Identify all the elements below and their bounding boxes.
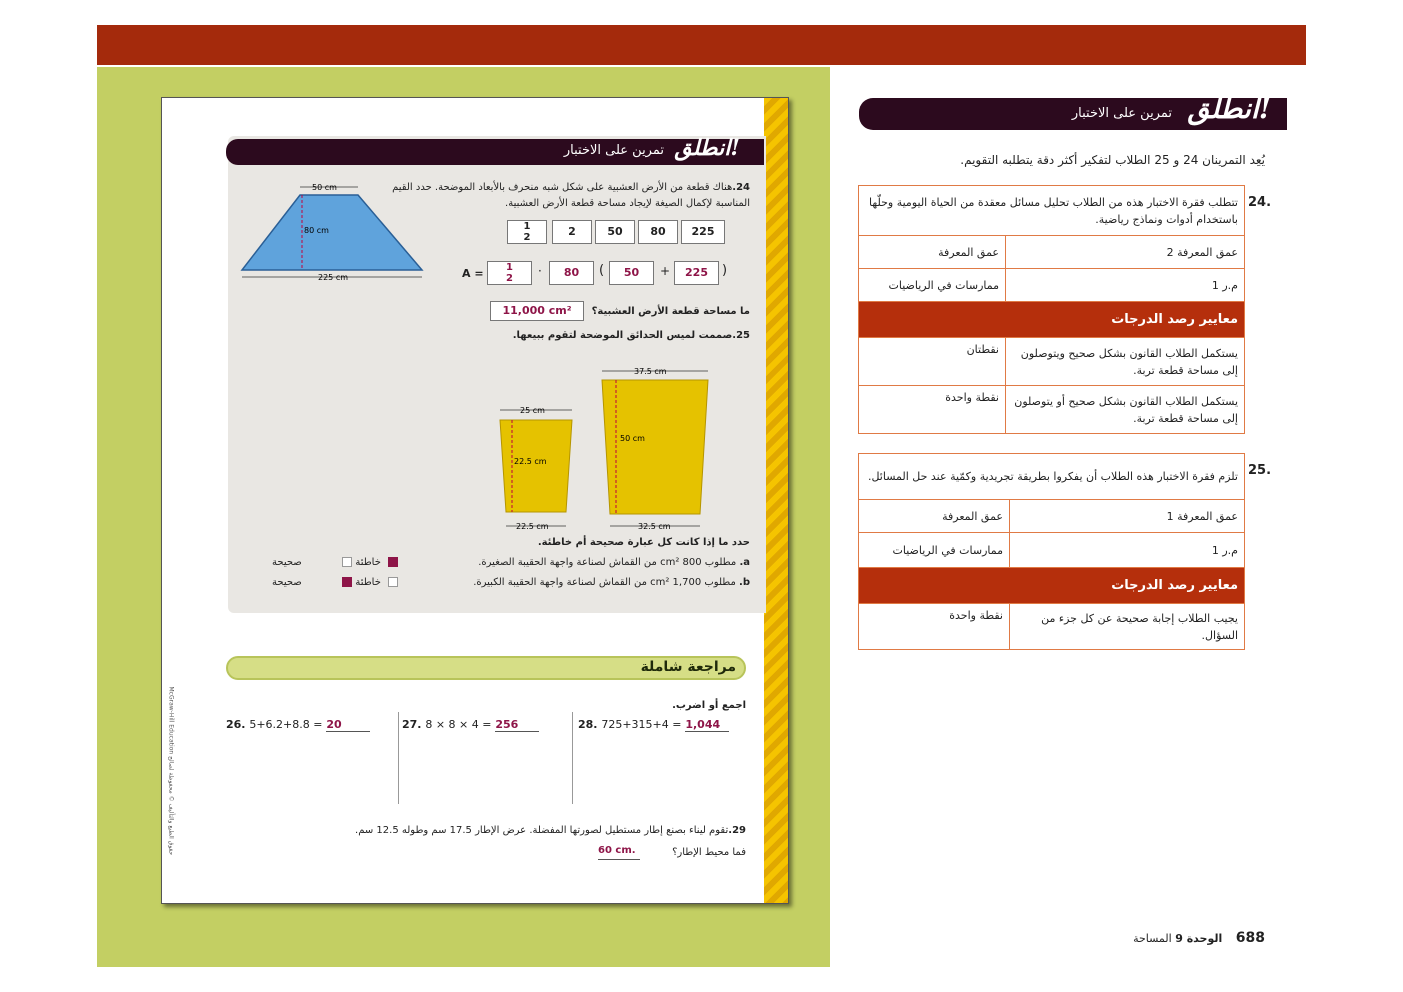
b-true-checkbox[interactable] bbox=[388, 577, 398, 587]
trapezoid-shape bbox=[242, 195, 422, 270]
review-title: مراجعة شاملة bbox=[640, 659, 736, 675]
test-practice-band bbox=[226, 135, 764, 165]
q24-line2: المناسبة لإكمال الصيغة لإيجاد مساحة قطعة الأرض العشبية. bbox=[505, 198, 750, 209]
formula-slot-225[interactable]: 225 bbox=[674, 261, 719, 285]
choice-50[interactable]: 50 bbox=[595, 220, 635, 244]
q29-number: 29. bbox=[728, 825, 746, 836]
small-top-label: 25 cm bbox=[520, 406, 545, 415]
choice-225[interactable]: 225 bbox=[681, 220, 725, 244]
trapezoid-figure bbox=[234, 178, 434, 288]
q25-number: 25. bbox=[732, 330, 750, 341]
problem-27 bbox=[402, 718, 539, 732]
trap-bottom-label: 225 cm bbox=[318, 273, 349, 282]
choice-half[interactable] bbox=[507, 220, 547, 244]
t24-dok-value: عمق المعرفة 2 bbox=[1006, 236, 1245, 269]
yellow-stripe bbox=[764, 98, 788, 903]
q29-question: فما محيط الإطار؟ bbox=[672, 847, 746, 858]
p27-answer[interactable]: 256 bbox=[495, 718, 539, 732]
unit-label: الوحدة 9 bbox=[1175, 932, 1223, 945]
t24-dok-label: عمق المعرفة bbox=[859, 236, 1006, 269]
review-instruction: اجمع أو اضرب. bbox=[672, 700, 746, 711]
page-number: 688 bbox=[1235, 930, 1265, 946]
t24-mp-label: ممارسات في الرياضيات bbox=[859, 269, 1006, 302]
small-bag bbox=[500, 420, 572, 512]
p28-answer[interactable]: 1,044 bbox=[685, 718, 729, 732]
choice-frac-den: 2 bbox=[523, 232, 531, 243]
statement-a bbox=[430, 555, 750, 571]
trap-height-label: 80 cm bbox=[304, 226, 329, 235]
p27-expr: 8 × 8 × 4 = bbox=[425, 718, 492, 731]
q24-line1: هناك قطعة من الأرض العشبية على شكل شبه منحرف بالأبعاد الموضحة. حدد القيم bbox=[392, 182, 733, 193]
formula-frac-num: 1 bbox=[506, 262, 513, 273]
statement-b-label: b. bbox=[739, 577, 750, 588]
p26-answer[interactable]: 20 bbox=[326, 718, 370, 732]
statement-b bbox=[430, 575, 750, 591]
t25-row1-points: نقطة واحدة bbox=[859, 604, 1010, 650]
statement-b-text: مطلوب 1,700 cm² من القماش لصناعة واجهة الحقيبة الكبيرة. bbox=[473, 577, 736, 588]
intro-text: يُعِد التمرينان 24 و 25 الطلاب لتفكير أكثر دقة يتطلبه التقويم. bbox=[960, 153, 1265, 167]
bags-figure bbox=[492, 360, 722, 540]
formula-slot-80[interactable]: 80 bbox=[549, 261, 594, 285]
q24-number: 24. bbox=[732, 182, 750, 193]
formula-dot: · bbox=[538, 264, 542, 278]
area-question: ما مساحة قطعة الأرض العشبية؟ bbox=[591, 306, 750, 317]
t25-row1-desc: يجيب الطلاب إجابة صحيحة عن كل جزء من السؤال. bbox=[1010, 604, 1245, 650]
topic-label: المساحة bbox=[1133, 932, 1172, 945]
a-true-label: صحيحة bbox=[272, 557, 302, 568]
big-bag bbox=[602, 380, 708, 514]
tf-intro: حدد ما إذا كانت كل عبارة صحيحة أم خاطئة. bbox=[537, 537, 750, 548]
divider-1 bbox=[398, 712, 399, 804]
statement-a-label: a. bbox=[739, 557, 750, 568]
t24-desc: تتطلب فقرة الاختبار هذه من الطلاب تحليل مسائل معقدة من الحياة اليومية وحلّها باستخدام أدوات ونماذج رياضية. bbox=[859, 186, 1245, 236]
area-answer-box[interactable]: 11,000 cm² bbox=[490, 301, 584, 321]
student-page-scan bbox=[161, 97, 789, 904]
t24-row2-points: نقطة واحدة bbox=[859, 386, 1006, 434]
statement-a-text: مطلوب 800 cm² من القماش لصناعة واجهة الحقيبة الصغيرة. bbox=[478, 557, 737, 568]
t25-mp-label: ممارسات في الرياضيات bbox=[859, 533, 1010, 568]
t25-rubric-title: معايير رصد الدرجات bbox=[859, 568, 1245, 604]
formula-frac-den: 2 bbox=[506, 273, 513, 284]
q25-text bbox=[450, 328, 750, 344]
stmt-b-options bbox=[272, 575, 398, 591]
q25-line: صممت لميس الحدائق الموضحة لتقوم ببيعها. bbox=[512, 330, 733, 341]
formula-slot-50[interactable]: 50 bbox=[609, 261, 654, 285]
t24-mp-value: م.ر 1 bbox=[1006, 269, 1245, 302]
problem-28 bbox=[578, 718, 729, 732]
a-false-label: خاطئة bbox=[355, 557, 381, 568]
b-false-label: خاطئة bbox=[355, 577, 381, 588]
choice-frac-num: 1 bbox=[523, 221, 531, 232]
t24-row1-desc: يستكمل الطلاب القانون بشكل صحيح ويتوصلون إلى مساحة قطعة تربة. bbox=[1006, 338, 1245, 386]
t24-number: 24. bbox=[1248, 195, 1272, 210]
stmt-a-options bbox=[272, 555, 398, 571]
t24-row2-desc: يستكمل الطلاب القانون بشكل صحيح أو يتوصلون إلى مساحة قطعة تربة. bbox=[1006, 386, 1245, 434]
right-get-going-logo: انطلق! bbox=[1187, 92, 1271, 125]
p28-number: 28. bbox=[578, 718, 598, 731]
b-true-label: صحيحة bbox=[272, 577, 302, 588]
q29-line: تقوم ليناء بصنع إطار مستطيل لصورتها المفضلة. عرض الإطار 17.5 سم وطوله 12.5 سم. bbox=[355, 825, 729, 836]
q29-answer[interactable]: 60 cm. bbox=[598, 843, 640, 860]
formula-plus: + bbox=[660, 264, 671, 278]
right-test-practice-band bbox=[859, 92, 1287, 130]
q29-text bbox=[326, 823, 746, 839]
copyright-sidebar: McGraw-Hill Education حقوق الطبع والتأليف © محفوظة لصالح bbox=[167, 686, 175, 856]
t25-number: 25. bbox=[1248, 463, 1272, 478]
trap-top-label: 50 cm bbox=[312, 183, 337, 192]
divider-2 bbox=[572, 712, 573, 804]
big-bottom-label: 32.5 cm bbox=[638, 522, 671, 531]
review-band bbox=[226, 656, 746, 680]
t25-desc: تلزم فقرة الاختبار هذه الطلاب أن يفكروا بطريقة تجريدية وكمّية عند حل المسائل. bbox=[859, 454, 1245, 500]
rubric-table-25 bbox=[858, 453, 1245, 650]
right-band-title: تمرين على الاختبار bbox=[1071, 106, 1172, 121]
formula-label: A = bbox=[462, 267, 484, 280]
t25-mp-value: م.ر 1 bbox=[1010, 533, 1245, 568]
formula-slot-half[interactable] bbox=[487, 261, 532, 285]
t24-row1-points: نقطتان bbox=[859, 338, 1006, 386]
a-true-checkbox[interactable] bbox=[388, 557, 398, 567]
p26-number: 26. bbox=[226, 718, 246, 731]
p27-number: 27. bbox=[402, 718, 422, 731]
formula-open-paren: ( bbox=[599, 263, 605, 278]
small-bottom-label: 22.5 cm bbox=[516, 522, 549, 531]
t25-dok-label: عمق المعرفة bbox=[859, 500, 1010, 533]
t25-dok-value: عمق المعرفة 1 bbox=[1010, 500, 1245, 533]
p28-expr: 725+315+4 = bbox=[601, 718, 682, 731]
choice-2[interactable]: 2 bbox=[552, 220, 592, 244]
t24-rubric-title: معايير رصد الدرجات bbox=[859, 302, 1245, 338]
band-title: تمرين على الاختبار bbox=[563, 143, 664, 158]
get-going-logo: انطلق! bbox=[674, 135, 740, 161]
small-height-label: 22.5 cm bbox=[514, 457, 547, 466]
choice-80[interactable]: 80 bbox=[638, 220, 678, 244]
rubric-table-24 bbox=[858, 185, 1245, 434]
b-false-checkbox[interactable] bbox=[342, 577, 352, 587]
top-header-bar bbox=[97, 25, 1306, 65]
page-footer bbox=[1133, 930, 1265, 946]
big-top-label: 37.5 cm bbox=[634, 367, 667, 376]
problem-26 bbox=[226, 718, 370, 732]
big-height-label: 50 cm bbox=[620, 434, 645, 443]
p26-expr: 5+6.2+8.8 = bbox=[249, 718, 323, 731]
a-false-checkbox[interactable] bbox=[342, 557, 352, 567]
formula-close-paren: ) bbox=[722, 263, 728, 278]
